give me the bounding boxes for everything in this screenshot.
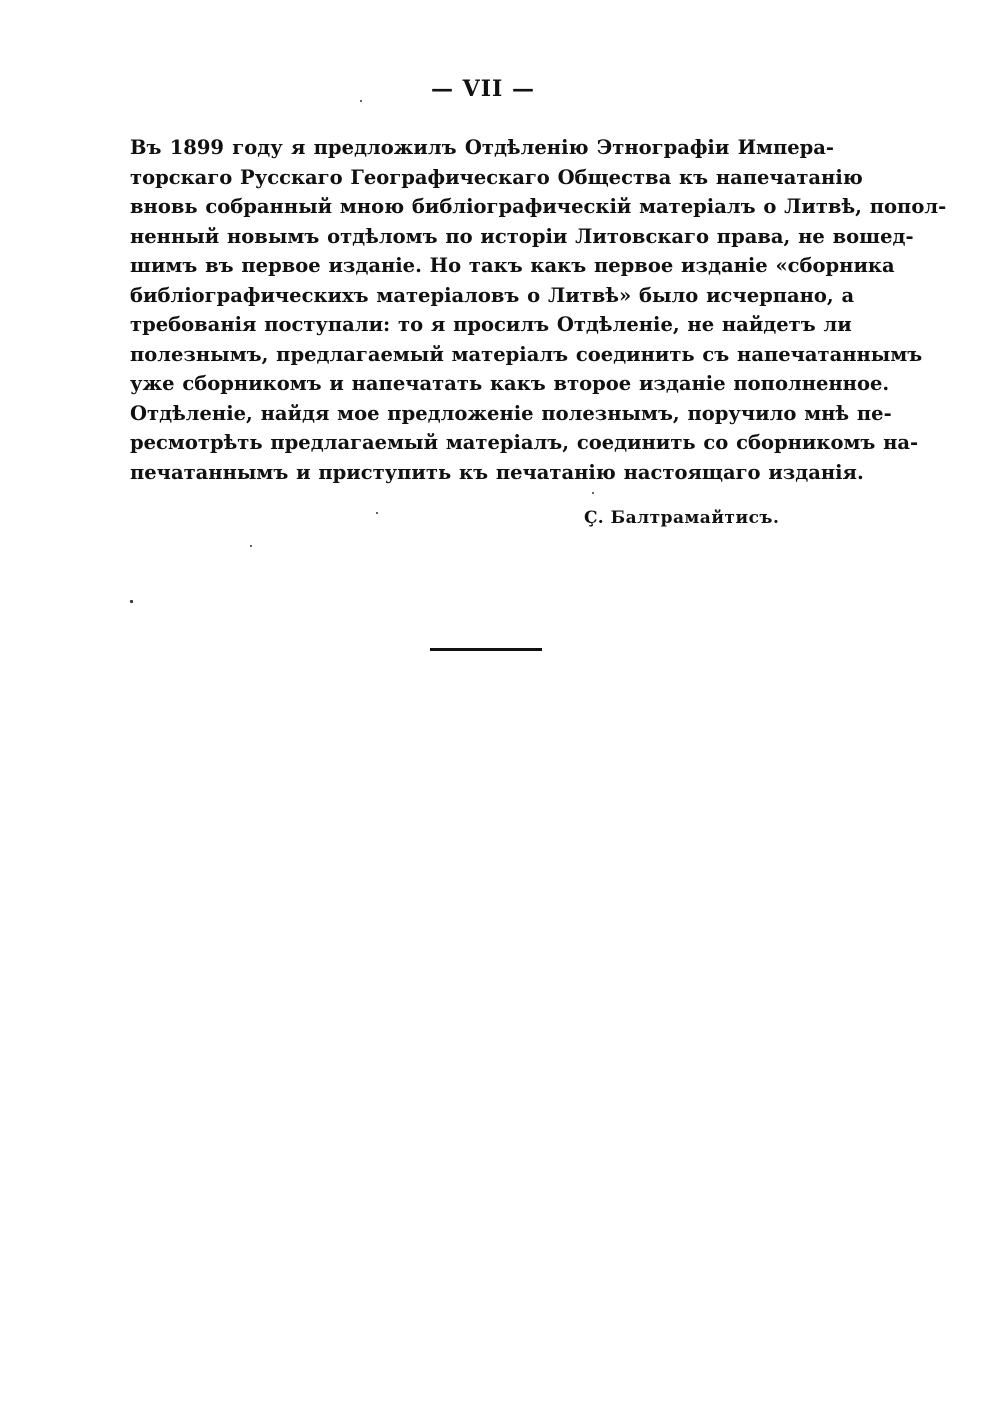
text-line: полезнымъ, предлагаемый матеріалъ соединить съ напечатаннымъ [130, 342, 923, 366]
body-paragraph [130, 133, 947, 487]
text-line: ресмотрѣть предлагаемый матеріалъ, соединить со сборникомъ на- [130, 431, 919, 454]
text-line: печатаннымъ и приступить къ печатанію настоящаго изданія. [130, 460, 864, 484]
end-rule-divider [430, 648, 542, 651]
text-line: требованія поступали: то я просилъ Отдѣленіе, не найдетъ ли [130, 313, 852, 336]
author-signature: Ç. Балтрамайтисъ. [584, 508, 780, 528]
text-line: шимъ въ первое изданіе. Но такъ какъ первое изданіе «сборника [130, 254, 895, 277]
text-line: библіографическихъ матеріаловъ о Литвѣ» было исчерпано, а [130, 283, 855, 307]
text-line: торскаго Русскаго Географическаго Общества къ напечатанію [130, 165, 863, 189]
scan-speck [376, 512, 378, 514]
text-line: Въ 1899 году я предложилъ Отдѣленію Этнографіи Импера- [130, 136, 834, 159]
scan-speck [250, 545, 252, 547]
text-line: вновь собранный мною библіографическій матеріалъ о Литвѣ, попол- [130, 195, 947, 218]
scan-speck [592, 492, 594, 494]
page-number: — VII — [431, 76, 535, 102]
text-line: ненный новымъ отдѣломъ по исторіи Литовскаго права, не вошед- [130, 224, 914, 248]
scan-speck [130, 600, 133, 603]
text-line: уже сборникомъ и напечатать какъ второе изданіе пополненное. [130, 372, 890, 395]
scan-speck [360, 100, 362, 102]
text-line: Отдѣленіе, найдя мое предложеніе полезнымъ, поручило мнѣ пе- [130, 401, 892, 425]
